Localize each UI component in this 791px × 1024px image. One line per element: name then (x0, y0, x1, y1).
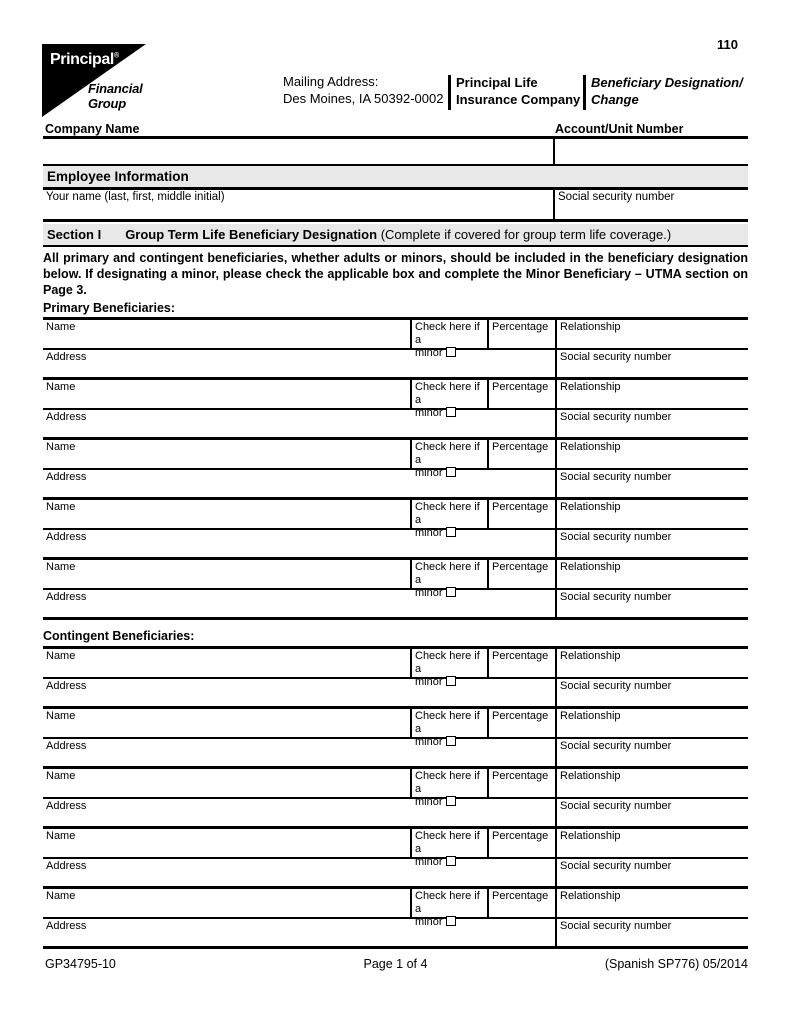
minor-label-line1: Check here if a (415, 650, 480, 675)
minor-label-line2: minor (415, 527, 443, 539)
address-label: Address (46, 800, 87, 812)
beneficiary-address-input[interactable] (43, 739, 555, 766)
minor-checkbox-cell (410, 649, 487, 688)
minor-label-line2: minor (415, 467, 443, 479)
ssn-label: Social security number (560, 740, 672, 752)
beneficiary-row-pair (43, 560, 748, 620)
beneficiary-address-row (43, 530, 748, 560)
minor-label-line1: Check here if a (415, 501, 480, 526)
beneficiary-ssn-input[interactable] (555, 739, 748, 766)
percentage-label: Percentage (492, 501, 549, 513)
beneficiary-address-row (43, 919, 748, 949)
percentage-input[interactable] (487, 649, 555, 677)
logo-brand-text: Principal® (50, 51, 119, 68)
beneficiary-name-input[interactable] (43, 889, 410, 917)
beneficiary-address-row (43, 590, 748, 620)
beneficiary-address-input[interactable] (43, 410, 555, 437)
contingent-beneficiaries-heading: Contingent Beneficiaries: (43, 629, 195, 643)
address-label: Address (46, 351, 87, 363)
beneficiary-address-input[interactable] (43, 530, 555, 557)
beneficiary-row-pair (43, 889, 748, 949)
beneficiary-address-input[interactable] (43, 679, 555, 706)
minor-checkbox-cell (410, 769, 487, 808)
form-title: Beneficiary Designation/ Change (591, 75, 743, 107)
minor-label-line1: Check here if a (415, 830, 480, 855)
minor-label-line2: minor (415, 407, 443, 419)
vertical-divider (448, 75, 451, 110)
minor-label-line2: minor (415, 916, 443, 928)
minor-label-line2: minor (415, 676, 443, 688)
relationship-input[interactable] (555, 829, 748, 857)
beneficiary-name-input[interactable] (43, 440, 410, 468)
registered-mark: ® (113, 52, 119, 60)
relationship-label: Relationship (560, 830, 621, 842)
address-label: Address (46, 920, 87, 932)
minor-label-line2: minor (415, 796, 443, 808)
relationship-input[interactable] (555, 500, 748, 528)
name-label: Name (46, 770, 76, 782)
percentage-label: Percentage (492, 710, 549, 722)
company-name-input[interactable] (43, 139, 553, 164)
relationship-label: Relationship (560, 321, 621, 333)
beneficiary-address-row (43, 410, 748, 440)
employee-name-label: Your name (last, first, middle initial) (46, 191, 225, 203)
company-account-row (43, 139, 748, 166)
beneficiary-ssn-input[interactable] (555, 859, 748, 886)
percentage-input[interactable] (487, 560, 555, 588)
logo-subtext: Financial Group (88, 81, 143, 111)
relationship-input[interactable] (555, 889, 748, 917)
beneficiary-name-input[interactable] (43, 649, 410, 677)
beneficiary-address-input[interactable] (43, 350, 555, 377)
name-label: Name (46, 830, 76, 842)
address-label: Address (46, 680, 87, 692)
percentage-label: Percentage (492, 561, 549, 573)
form-code: GP34795-10 (45, 957, 116, 971)
company-name-label: Company Name (45, 122, 140, 136)
name-label: Name (46, 561, 76, 573)
beneficiary-name-input[interactable] (43, 829, 410, 857)
beneficiary-address-row (43, 739, 748, 769)
beneficiary-row-pair (43, 440, 748, 500)
ssn-label: Social security number (560, 531, 672, 543)
percentage-input[interactable] (487, 709, 555, 737)
vertical-divider (583, 75, 586, 110)
relationship-input[interactable] (555, 769, 748, 797)
relationship-input[interactable] (555, 380, 748, 408)
minor-label-line1: Check here if a (415, 321, 480, 346)
minor-label-line2: minor (415, 856, 443, 868)
beneficiary-name-input[interactable] (43, 500, 410, 528)
beneficiary-row-pair (43, 320, 748, 380)
employee-ssn-input[interactable] (553, 190, 748, 219)
beneficiary-address-row (43, 679, 748, 709)
relationship-label: Relationship (560, 770, 621, 782)
name-label: Name (46, 710, 76, 722)
employee-name-input[interactable] (43, 190, 553, 219)
beneficiary-name-input[interactable] (43, 560, 410, 588)
section1-title: Group Term Life Beneficiary Designation (125, 227, 378, 242)
minor-label-line1: Check here if a (415, 710, 480, 735)
address-label: Address (46, 740, 87, 752)
page-indicator: Page 1 of 4 (363, 957, 428, 971)
address-label: Address (46, 860, 87, 872)
name-label: Name (46, 501, 76, 513)
beneficiary-address-input[interactable] (43, 470, 555, 497)
percentage-label: Percentage (492, 770, 549, 782)
minor-label-line1: Check here if a (415, 890, 480, 915)
minor-label-line1: Check here if a (415, 441, 480, 466)
minor-label-line1: Check here if a (415, 381, 480, 406)
ssn-label: Social security number (560, 800, 672, 812)
name-label: Name (46, 321, 76, 333)
address-label: Address (46, 531, 87, 543)
address-label: Address (46, 411, 87, 423)
relationship-label: Relationship (560, 710, 621, 722)
minor-checkbox-cell (410, 560, 487, 599)
ssn-label: Social security number (560, 591, 672, 603)
beneficiary-address-row (43, 799, 748, 829)
beneficiary-address-input[interactable] (43, 919, 555, 946)
employee-ssn-label: Social security number (558, 191, 675, 203)
page-footer (43, 957, 748, 973)
ssn-label: Social security number (560, 860, 672, 872)
relationship-label: Relationship (560, 441, 621, 453)
mailing-address: Mailing Address: Des Moines, IA 50392-0002 (283, 74, 444, 106)
name-label: Name (46, 650, 76, 662)
employee-information-banner: Employee Information (43, 166, 748, 190)
minor-checkbox-cell (410, 829, 487, 868)
ssn-label: Social security number (560, 680, 672, 692)
section1-subtitle: (Complete if covered for group term life coverage.) (380, 227, 672, 242)
address-label: Address (46, 591, 87, 603)
relationship-input[interactable] (555, 560, 748, 588)
beneficiary-address-row (43, 859, 748, 889)
relationship-label: Relationship (560, 381, 621, 393)
minor-checkbox-cell (410, 500, 487, 539)
relationship-input[interactable] (555, 440, 748, 468)
section1-notice: All primary and contingent beneficiaries, whether adults or minors, should be included in the beneficiary designation below. If designating a minor, please check the applicable box and complete the Minor Beneficiary – UTMA section on Page 3. (43, 251, 748, 297)
account-unit-number-input[interactable] (553, 139, 748, 164)
percentage-label: Percentage (492, 650, 549, 662)
beneficiary-row-pair (43, 769, 748, 829)
minor-label-line1: Check here if a (415, 561, 480, 586)
beneficiary-row-pair (43, 829, 748, 889)
minor-checkbox-cell (410, 320, 487, 359)
minor-label-line2: minor (415, 736, 443, 748)
ssn-label: Social security number (560, 920, 672, 932)
percentage-input[interactable] (487, 889, 555, 917)
percentage-label: Percentage (492, 830, 549, 842)
beneficiary-ssn-input[interactable] (555, 350, 748, 377)
percentage-input[interactable] (487, 500, 555, 528)
company-title: Principal Life Insurance Company (456, 75, 581, 107)
primary-beneficiaries-heading: Primary Beneficiaries: (43, 301, 176, 315)
ssn-label: Social security number (560, 351, 672, 363)
beneficiary-ssn-input[interactable] (555, 799, 748, 826)
percentage-label: Percentage (492, 321, 549, 333)
minor-checkbox-cell (410, 440, 487, 479)
percentage-label: Percentage (492, 381, 549, 393)
beneficiary-address-input[interactable] (43, 590, 555, 617)
beneficiary-ssn-input[interactable] (555, 919, 748, 946)
address-label: Address (46, 471, 87, 483)
company-account-labels (43, 122, 748, 136)
beneficiary-address-input[interactable] (43, 859, 555, 886)
name-label: Name (46, 890, 76, 902)
beneficiary-address-row (43, 350, 748, 380)
relationship-input[interactable] (555, 649, 748, 677)
beneficiary-address-input[interactable] (43, 799, 555, 826)
percentage-label: Percentage (492, 890, 549, 902)
principal-logo (42, 44, 202, 120)
primary-beneficiaries-table (43, 317, 748, 620)
percentage-label: Percentage (492, 441, 549, 453)
beneficiary-ssn-input[interactable] (555, 590, 748, 617)
minor-checkbox-cell (410, 709, 487, 748)
beneficiary-row-pair (43, 500, 748, 560)
section1-label: Section I (47, 227, 102, 242)
section1-banner (43, 224, 748, 247)
relationship-label: Relationship (560, 561, 621, 573)
beneficiary-row-pair (43, 649, 748, 709)
beneficiary-ssn-input[interactable] (555, 410, 748, 437)
relationship-input[interactable] (555, 320, 748, 348)
percentage-input[interactable] (487, 320, 555, 348)
beneficiary-ssn-input[interactable] (555, 679, 748, 706)
relationship-input[interactable] (555, 709, 748, 737)
beneficiary-name-input[interactable] (43, 769, 410, 797)
name-label: Name (46, 381, 76, 393)
percentage-input[interactable] (487, 769, 555, 797)
beneficiary-ssn-input[interactable] (555, 470, 748, 497)
minor-label-line2: minor (415, 347, 443, 359)
percentage-input[interactable] (487, 440, 555, 468)
ssn-label: Social security number (560, 411, 672, 423)
beneficiary-name-input[interactable] (43, 320, 410, 348)
spanish-version-label: (Spanish SP776) 05/2014 (604, 957, 748, 971)
beneficiary-name-input[interactable] (43, 380, 410, 408)
beneficiary-ssn-input[interactable] (555, 530, 748, 557)
minor-checkbox-cell (410, 889, 487, 928)
minor-checkbox-cell (410, 380, 487, 419)
beneficiary-row-pair (43, 380, 748, 440)
account-unit-number-label: Account/Unit Number (555, 122, 684, 136)
relationship-label: Relationship (560, 890, 621, 902)
beneficiary-name-input[interactable] (43, 709, 410, 737)
minor-label-line2: minor (415, 587, 443, 599)
minor-label-line1: Check here if a (415, 770, 480, 795)
beneficiary-address-row (43, 470, 748, 500)
percentage-input[interactable] (487, 380, 555, 408)
relationship-label: Relationship (560, 501, 621, 513)
beneficiary-row-pair (43, 709, 748, 769)
percentage-input[interactable] (487, 829, 555, 857)
employee-row (43, 190, 748, 222)
name-label: Name (46, 441, 76, 453)
contingent-beneficiaries-table (43, 646, 748, 949)
relationship-label: Relationship (560, 650, 621, 662)
page-code: 110 (717, 37, 738, 52)
ssn-label: Social security number (560, 471, 672, 483)
